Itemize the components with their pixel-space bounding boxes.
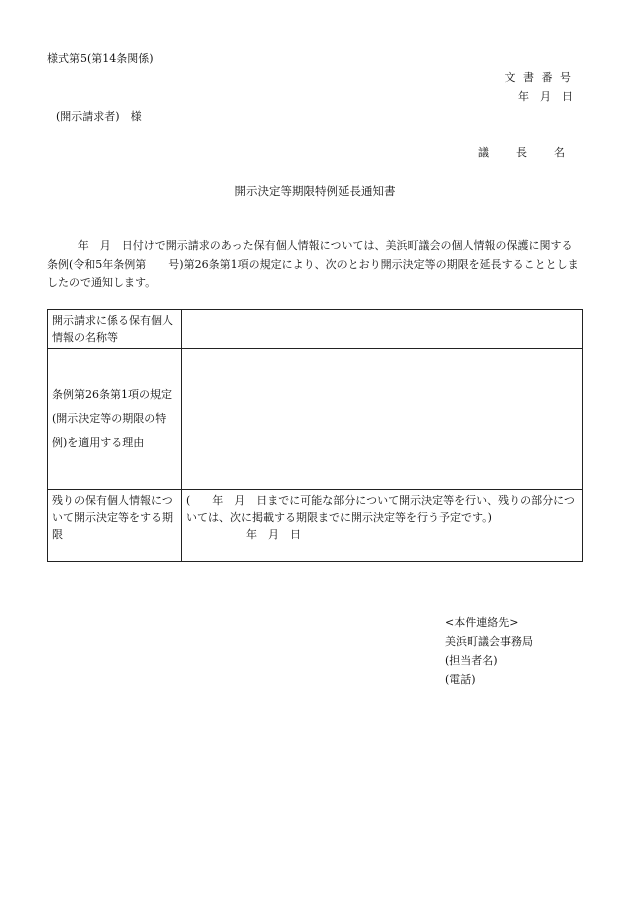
contact-phone: (電話) xyxy=(445,673,476,686)
addressee: (開示請求者) 様 xyxy=(56,110,142,123)
document-number: 文 書 番 号 xyxy=(504,71,573,84)
form-label: 様式第5(第14条関係) xyxy=(47,52,154,65)
body-paragraph: 年 月 日付けで開示請求のあった保有個人情報については、美浜町議会の個人情報の保護に関する条例(令和5年条例第 号)第26条第1項の規定により、次のとおり開示決定等の期限を延長することとしましたので通知します。 xyxy=(47,239,579,289)
table-row xyxy=(48,490,583,562)
row1-label: 開示請求に係る保有個人情報の名称等 xyxy=(48,310,182,349)
row3-date: 年 月 日 xyxy=(246,528,301,541)
row3-value xyxy=(182,490,583,562)
row1-value xyxy=(182,310,583,349)
chairman-name: 議 長 名 xyxy=(478,146,573,159)
row2-label: 条例第26条第1項の規定(開示決定等の期限の特例)を適用する理由 xyxy=(48,349,182,490)
contact-heading: <本件連絡先> xyxy=(445,616,519,629)
table-row xyxy=(48,349,583,490)
contact-person: (担当者名) xyxy=(445,654,498,667)
info-table xyxy=(47,309,583,562)
contact-block xyxy=(445,613,533,689)
issue-date: 年 月 日 xyxy=(518,90,573,103)
contact-office: 美浜町議会事務局 xyxy=(445,635,533,648)
row3-label: 残りの保有個人情報について開示決定等をする期限 xyxy=(48,490,182,562)
table-row xyxy=(48,310,583,349)
document-title: 開示決定等期限特例延長通知書 xyxy=(234,184,396,198)
row3-text: ( 年 月 日までに可能な部分について開示決定等を行い、残りの部分については、次に掲載する期限までに開示決定等を行う予定です。) xyxy=(186,494,575,524)
row2-value xyxy=(182,349,583,490)
